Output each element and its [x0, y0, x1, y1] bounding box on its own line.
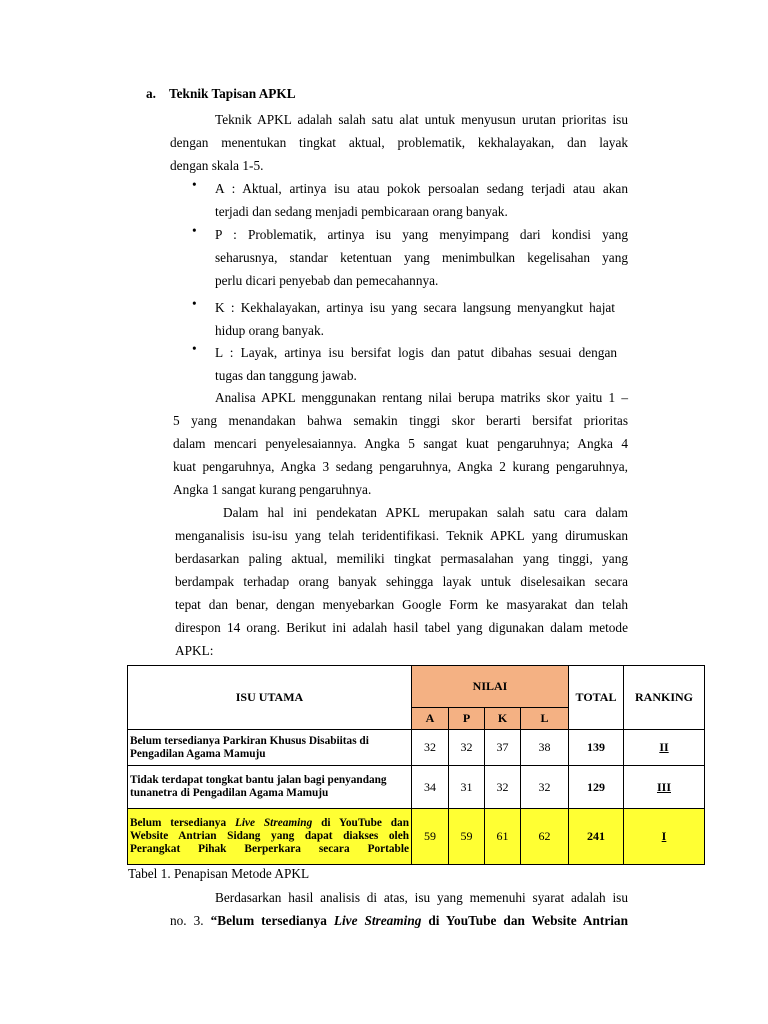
- isu-cell: Belum tersedianya Parkiran Khusus Disabiitas di Pengadilan Agama Mamuju: [128, 730, 412, 766]
- table-header-row: [128, 666, 705, 708]
- bullet-line: A : Aktual, artinya isu atau pokok persoalan sedang terjadi atau akan: [215, 181, 628, 196]
- intro-line: dengan skala 1-5.: [170, 158, 264, 173]
- bullet-line: L : Layak, artinya isu bersifat logis dan patut dibahas sesuai dengan: [215, 345, 617, 360]
- score-p: 31: [449, 766, 485, 809]
- score-k: 32: [485, 766, 521, 809]
- table-row-highlighted: [128, 809, 705, 865]
- subheader-k: K: [485, 708, 521, 730]
- conclusion-bold: di YouTube dan Website Antrian: [421, 913, 628, 928]
- conclusion-line: [170, 909, 628, 932]
- bullet-icon: •: [192, 341, 197, 356]
- section-title: Teknik Tapisan APKL: [169, 86, 296, 101]
- bullet-line: seharusnya, standar ketentuan yang menimbulkan kegelisahan yang: [215, 250, 628, 265]
- approach-line: direspon 14 orang. Berikut ini adalah hasil tabel yang digunakan dalam metode: [175, 620, 628, 635]
- total-cell: 241: [569, 809, 624, 865]
- table-row: [128, 730, 705, 766]
- score-l: 38: [521, 730, 569, 766]
- analysis-line: Angka 1 sangat kurang pengaruhnya.: [173, 482, 372, 497]
- analysis-line: 5 yang menandakan bahwa semakin tinggi skor berarti bersifat prioritas: [173, 413, 628, 428]
- score-p: 59: [449, 809, 485, 865]
- analysis-line: dalam mencari penyelesaiannya. Angka 5 sangat kuat pengaruhnya; Angka 4: [173, 436, 628, 451]
- isu-cell: Tidak terdapat tongkat bantu jalan bagi penyandang tunanetra di Pengadilan Agama Mamuju: [128, 766, 412, 809]
- approach-paragraph: [175, 501, 628, 662]
- analysis-paragraph: [173, 386, 628, 501]
- conclusion-paragraph: [170, 886, 628, 932]
- header-ranking: RANKING: [624, 666, 705, 730]
- bullet-line: hidup orang banyak.: [215, 323, 324, 338]
- bullet-item-k: [215, 296, 615, 342]
- conclusion-line: Berdasarkan hasil analisis di atas, isu yang memenuhi syarat adalah isu: [215, 890, 628, 905]
- conclusion-prefix: no. 3.: [170, 913, 211, 928]
- score-p: 32: [449, 730, 485, 766]
- bullet-icon: •: [192, 177, 197, 192]
- score-k: 37: [485, 730, 521, 766]
- conclusion-italic: Live Streaming: [333, 913, 422, 928]
- approach-line: APKL:: [175, 643, 214, 658]
- header-isu-utama: ISU UTAMA: [128, 666, 412, 730]
- bullet-icon: •: [192, 296, 197, 311]
- table-row: [128, 766, 705, 809]
- score-a: 59: [412, 809, 449, 865]
- isu-text: Belum tersedianya: [130, 817, 235, 829]
- total-cell: 129: [569, 766, 624, 809]
- intro-line: Teknik APKL adalah salah satu alat untuk menyusun urutan prioritas isu: [215, 112, 628, 127]
- header-nilai: NILAI: [412, 666, 569, 708]
- subheader-a: A: [412, 708, 449, 730]
- bullet-line: P : Problematik, artinya isu yang menyimpang dari kondisi yang: [215, 227, 628, 242]
- total-cell: 139: [569, 730, 624, 766]
- bullet-item-l: [215, 341, 617, 387]
- approach-line: menganalisis isu-isu yang telah teridentifikasi. Teknik APKL yang dirumuskan: [175, 528, 628, 543]
- apkl-table: [127, 665, 705, 865]
- analysis-line: Analisa APKL menggunakan rentang nilai berupa matriks skor yaitu 1 –: [215, 390, 628, 405]
- score-a: 34: [412, 766, 449, 809]
- bullet-item-p: [215, 223, 628, 292]
- bullet-line: K : Kekhalayakan, artinya isu yang secara langsung menyangkut hajat: [215, 300, 615, 315]
- approach-line: berdasarkan paling aktual, memiliki tingkat permasalahan yang tinggi, yang: [175, 551, 628, 566]
- isu-cell: [128, 809, 412, 865]
- bullet-item-a: [215, 177, 628, 223]
- intro-line: dengan menentukan tingkat aktual, problematik, kekhalayakan, dan layak: [170, 135, 628, 150]
- bullet-line: tugas dan tanggung jawab.: [215, 368, 357, 383]
- bullet-icon: •: [192, 223, 197, 238]
- ranking-cell: III: [624, 766, 705, 809]
- score-a: 32: [412, 730, 449, 766]
- score-l: 32: [521, 766, 569, 809]
- isu-text: di YouTube dan Website Antrian Sidang yang dapat diakses oleh Perangkat Pihak Berperkara secara Portable: [130, 817, 409, 855]
- approach-line: Dalam hal ini pendekatan APKL merupakan salah satu cara dalam: [223, 505, 628, 520]
- score-k: 61: [485, 809, 521, 865]
- analysis-line: kuat pengaruhnya, Angka 3 sedang pengaruhnya, Angka 2 kurang pengaruhnya,: [173, 459, 628, 474]
- subheader-p: P: [449, 708, 485, 730]
- ranking-cell: I: [624, 809, 705, 865]
- ranking-cell: II: [624, 730, 705, 766]
- conclusion-bold: “Belum tersedianya: [210, 913, 334, 928]
- approach-line: berdampak terhadap orang banyak sehingga layak untuk diselesaikan secara: [175, 574, 628, 589]
- subheader-l: L: [521, 708, 569, 730]
- section-heading: [146, 86, 296, 102]
- approach-line: tepat dan benar, dengan menyebarkan Google Form ke masyarakat dan telah: [175, 597, 628, 612]
- header-total: TOTAL: [569, 666, 624, 730]
- score-l: 62: [521, 809, 569, 865]
- intro-paragraph: [170, 108, 628, 177]
- bullet-line: terjadi dan sedang menjadi pembicaraan orang banyak.: [215, 204, 508, 219]
- bullet-line: perlu dicari penyebab dan pemecahannya.: [215, 273, 439, 288]
- isu-text-italic: Live Streaming: [234, 817, 313, 829]
- section-letter: a.: [146, 86, 156, 101]
- table-caption: Tabel 1. Penapisan Metode APKL: [128, 866, 310, 881]
